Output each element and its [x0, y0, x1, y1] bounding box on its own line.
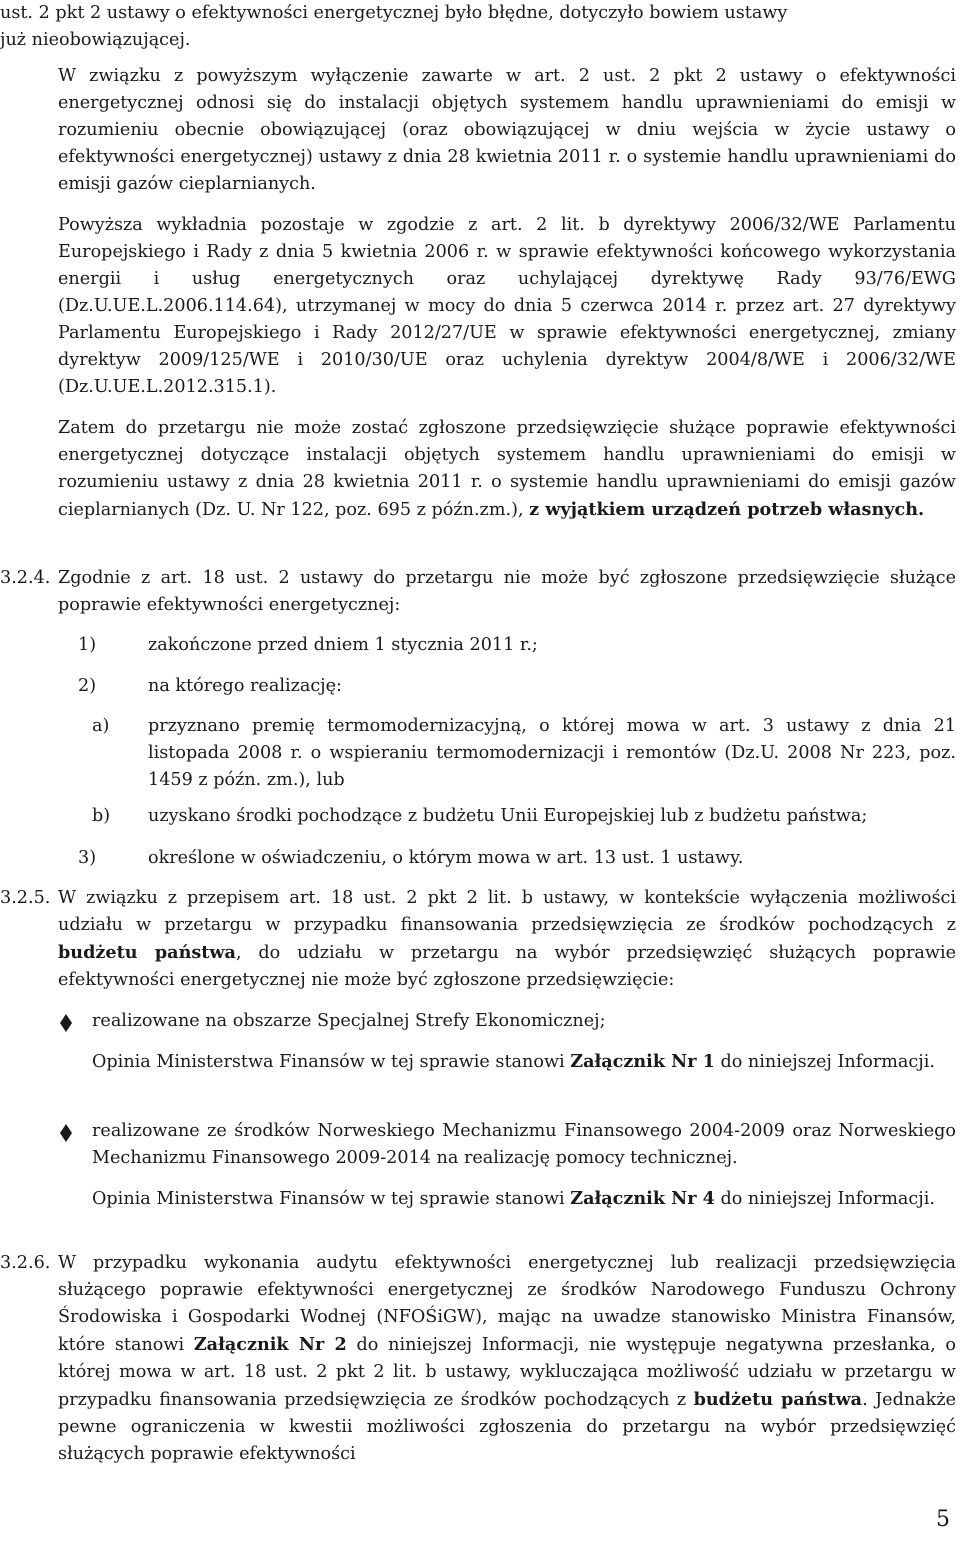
- item-1-number: 1): [78, 635, 97, 655]
- bullet-2-text: realizowane ze środków Norweskiego Mechanizmu Finansowego 2004-2009 oraz Norweskiego Mechanizmu Finansowego 2009-2014 na realizację pomocy technicznej.: [92, 1121, 956, 1168]
- section-3-2-6-text-part1: W przypadku wykonania audytu efektywności energetycznej lub realizacji przedsięwzięcia służącego poprawie efektywności energetycznej ze środków Narodowego Funduszu Ochrony Środowiska i Gospodarki Wodnej (NFOŚiGW), mając na uwadze stanowisko Ministra Finansów, które stanowi: [58, 1253, 956, 1355]
- section-3-2-5-text: [58, 885, 956, 994]
- subitem-a-number: a): [92, 716, 110, 736]
- bullet-2-opinion: [92, 1185, 956, 1213]
- section-3-2-5-bold: budżetu państwa: [58, 942, 236, 963]
- section-3-2-6-bold-2: budżetu państwa: [693, 1389, 863, 1410]
- intro-line-1: ust. 2 pkt 2 ustawy o efektywności energetycznej było błędne, dotyczyło bowiem ustawy: [0, 3, 788, 23]
- section-3-2-6-bold-1: Załącznik Nr 2: [193, 1334, 347, 1355]
- paragraph-directive: Powyższa wykładnia pozostaje w zgodzie z art. 2 lit. b dyrektywy 2006/32/WE Parlamentu Europejskiego i Rady z dnia 5 kwietnia 2006 r. w sprawie efektywności końcowego wykorzystania energii i usług energetycznych oraz uchylającej dyrektywę Rady 93/76/EWG (Dz.U.UE.L.2006.114.64), utrzymanej w mocy do dnia 5 czerwca 2014 r. przez art. 27 dyrektywy Parlamentu Europejskiego i Rady 2012/27/UE w sprawie efektywności energetycznej, zmiany dyrektyw 2009/125/WE i 2010/30/UE oraz uchylenia dyrektyw 2004/8/WE i 2006/32/WE (Dz.U.UE.L.2012.315.1).: [58, 215, 956, 397]
- section-number-3-2-5: 3.2.5.: [0, 888, 51, 908]
- bullet-2-opinion-part2: do niniejszej Informacji.: [714, 1189, 935, 1209]
- bullet-1-opinion: [92, 1048, 956, 1076]
- conclusion-bold: z wyjątkiem urządzeń potrzeb własnych.: [529, 499, 925, 520]
- section-3-2-5-text-part2: , do udziału w przetargu na wybór przedsięwzięć służących poprawie efektywności energetycznej nie może być zgłoszone przedsięwzięcie:: [58, 943, 956, 990]
- item-1-text: zakończone przed dniem 1 stycznia 2011 r.;: [148, 635, 538, 655]
- bullet-diamond-icon: [58, 1012, 74, 1034]
- subitem-b-text: uzyskano środki pochodzące z budżetu Unii Europejskiej lub z budżetu państwa;: [148, 806, 868, 826]
- item-3-text: określone w oświadczeniu, o którym mowa w art. 13 ust. 1 ustawy.: [148, 848, 744, 868]
- section-3-2-4-text: Zgodnie z art. 18 ust. 2 ustawy do przetargu nie może być zgłoszone przedsięwzięcie służące poprawie efektywności energetycznej:: [58, 568, 956, 615]
- bullet-2-opinion-part1: Opinia Ministerstwa Finansów w tej sprawie stanowi: [92, 1189, 571, 1209]
- bullet-2-opinion-bold: Załącznik Nr 4: [570, 1188, 715, 1209]
- bullet-1-opinion-part2: do niniejszej Informacji.: [714, 1052, 935, 1072]
- bullet-diamond-icon: [58, 1122, 74, 1144]
- subitem-b-number: b): [92, 806, 111, 826]
- paragraph-interpretation: W związku z powyższym wyłączenie zawarte w art. 2 ust. 2 pkt 2 ustawy o efektywności energetycznej odnosi się do instalacji objętych systemem handlu uprawnieniami do emisji w rozumieniu obecnie obowiązującej (oraz obowiązującej w dniu wejścia w życie ustawy o efektywności energetycznej) ustawy z dnia 28 kwietnia 2011 r. o systemie handlu uprawnieniami do emisji gazów cieplarnianych.: [58, 66, 956, 194]
- bullet-1-opinion-bold: Załącznik Nr 1: [570, 1051, 715, 1072]
- section-number-3-2-4: 3.2.4.: [0, 568, 51, 588]
- item-3-number: 3): [78, 848, 97, 868]
- section-3-2-6-text-part3: . Jednakże pewne ograniczenia w kwestii możliwości zgłoszenia do przetargu na wybór przedsięwzięć służących poprawie efektywności: [58, 1390, 956, 1464]
- item-2-text: na którego realizację:: [148, 676, 342, 696]
- section-number-3-2-6: 3.2.6.: [0, 1253, 51, 1273]
- paragraph-conclusion: [58, 415, 956, 524]
- page-number: 5: [936, 1507, 950, 1532]
- conclusion-text: Zatem do przetargu nie może zostać zgłoszone przedsięwzięcie służące poprawie efektywności energetycznej dotyczące instalacji objętych systemem handlu uprawnieniami do emisji w rozumieniu ustawy z dnia 28 kwietnia 2011 r. o systemie handlu uprawnieniami do emisji gazów cieplarnianych (Dz. U. Nr 122, poz. 695 z późn.zm.),: [58, 418, 956, 520]
- intro-line-2: już nieobowiązującej.: [0, 30, 191, 50]
- item-2-number: 2): [78, 676, 97, 696]
- bullet-1-opinion-part1: Opinia Ministerstwa Finansów w tej sprawie stanowi: [92, 1052, 571, 1072]
- section-3-2-5-text-part1: W związku z przepisem art. 18 ust. 2 pkt 2 lit. b ustawy, w kontekście wyłączenia możliwości udziału w przetargu w przypadku finansowania przedsięwzięcia ze środków pochodzących z: [58, 888, 956, 935]
- subitem-a-text: przyznano premię termomodernizacyjną, o której mowa w art. 3 ustawy z dnia 21 listopada 2008 r. o wspieraniu termomodernizacji i remontów (Dz.U. 2008 Nr 223, poz. 1459 z późn. zm.), lub: [148, 716, 956, 790]
- section-3-2-6-text-part2: do niniejszej Informacji, nie występuje negatywna przesłanka, o której mowa w art. 18 ust. 2 pkt 2 lit. b ustawy, wykluczająca możliwość udziału w przetargu w przypadku finansowania przedsięwzięcia ze środków pochodzących z: [58, 1335, 957, 1410]
- bullet-1-text: realizowane na obszarze Specjalnej Strefy Ekonomicznej;: [92, 1011, 606, 1031]
- section-3-2-6-text: [58, 1250, 956, 1468]
